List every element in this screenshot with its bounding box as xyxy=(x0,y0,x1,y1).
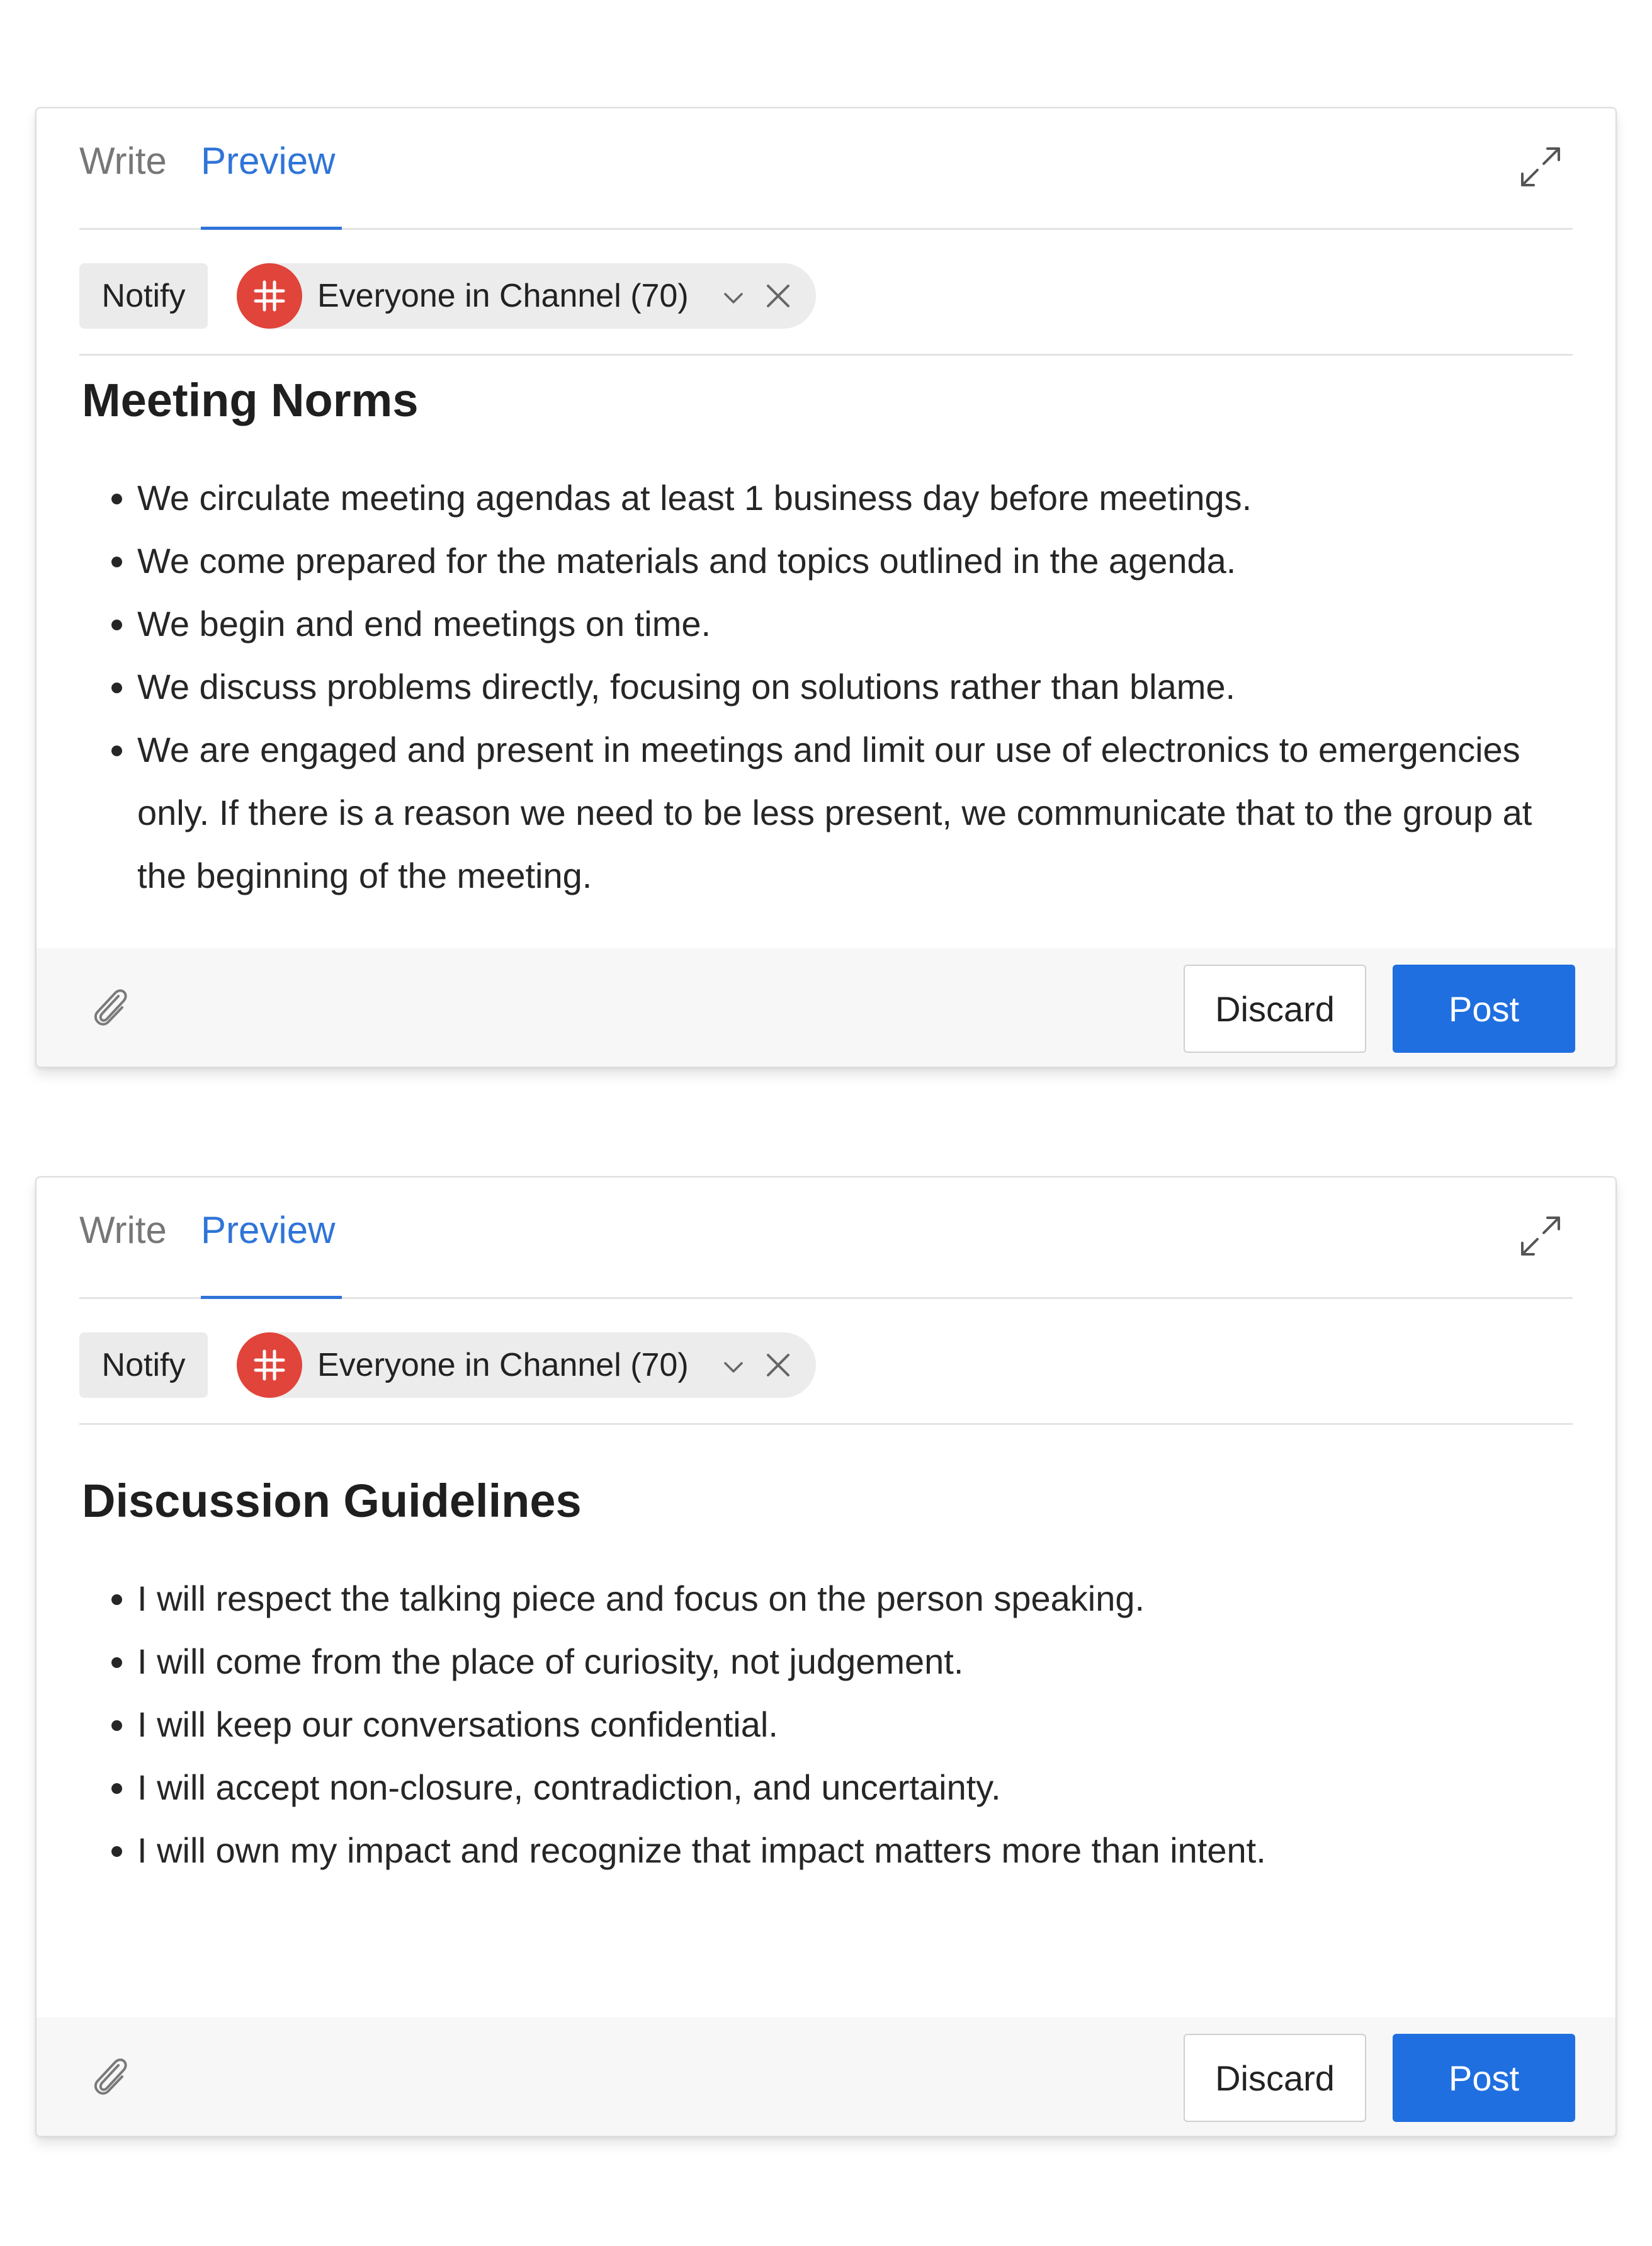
chevron-down-icon[interactable] xyxy=(721,1355,745,1379)
composer-card xyxy=(35,107,1617,1068)
list-item: • I will keep our conversations confidential. xyxy=(137,1693,1570,1756)
discard-button[interactable]: Discard xyxy=(1184,2034,1366,2122)
recipient-label: Everyone in Channel (70) xyxy=(317,278,689,314)
list-item: • We are engaged and present in meetings and limit our use of electronics to emergencies only. If there is a reason we need to be less present, we communicate that to the group at the beginning of the meeting. xyxy=(137,718,1570,907)
discard-button[interactable]: Discard xyxy=(1184,965,1366,1053)
paperclip-icon[interactable] xyxy=(86,2051,136,2102)
close-icon[interactable] xyxy=(764,282,792,310)
post-title: Meeting Norms xyxy=(82,374,419,426)
notify-row xyxy=(79,1297,1573,1425)
recipient-chip[interactable] xyxy=(237,263,816,329)
expand-icon[interactable] xyxy=(1519,1214,1563,1258)
close-icon[interactable] xyxy=(764,1351,792,1379)
tab-write[interactable]: Write xyxy=(79,140,167,182)
list-item: • We begin and end meetings on time. xyxy=(137,593,1570,655)
expand-icon[interactable] xyxy=(1519,145,1563,189)
list-item: • I will own my impact and recognize that impact matters more than intent. xyxy=(137,1819,1570,1882)
composer-footer xyxy=(37,948,1615,1067)
composer-footer xyxy=(37,2017,1615,2136)
list-item: • I will respect the talking piece and focus on the person speaking. xyxy=(137,1567,1570,1630)
post-button[interactable]: Post xyxy=(1393,965,1575,1053)
notify-button[interactable]: Notify xyxy=(79,263,208,329)
list-item: • I will come from the place of curiosity, not judgement. xyxy=(137,1630,1570,1693)
recipient-label: Everyone in Channel (70) xyxy=(317,1347,689,1383)
bullet-list xyxy=(82,1567,1570,1882)
list-item: • We discuss problems directly, focusing on solutions rather than blame. xyxy=(137,655,1570,718)
tab-preview[interactable]: Preview xyxy=(201,1209,336,1251)
preview-content xyxy=(82,1473,1570,1882)
editor-tabs xyxy=(79,108,1573,230)
recipient-chip[interactable] xyxy=(237,1332,816,1398)
notify-button[interactable]: Notify xyxy=(79,1332,208,1398)
tab-write[interactable]: Write xyxy=(79,1209,167,1251)
bullet-list xyxy=(82,467,1570,907)
list-item: • We come prepared for the materials and topics outlined in the agenda. xyxy=(137,530,1570,593)
preview-content xyxy=(82,373,1570,907)
hash-icon xyxy=(237,1332,302,1398)
composer-card xyxy=(35,1176,1617,2137)
notify-row xyxy=(79,228,1573,356)
post-title: Discussion Guidelines xyxy=(82,1475,582,1527)
list-item: • We circulate meeting agendas at least 1 business day before meetings. xyxy=(137,467,1570,530)
hash-icon xyxy=(237,263,302,329)
list-item: • I will accept non-closure, contradiction, and uncertainty. xyxy=(137,1756,1570,1819)
post-button[interactable]: Post xyxy=(1393,2034,1575,2122)
tab-preview[interactable]: Preview xyxy=(201,140,336,182)
editor-tabs xyxy=(79,1177,1573,1299)
chevron-down-icon[interactable] xyxy=(721,286,745,310)
paperclip-icon[interactable] xyxy=(86,982,136,1033)
